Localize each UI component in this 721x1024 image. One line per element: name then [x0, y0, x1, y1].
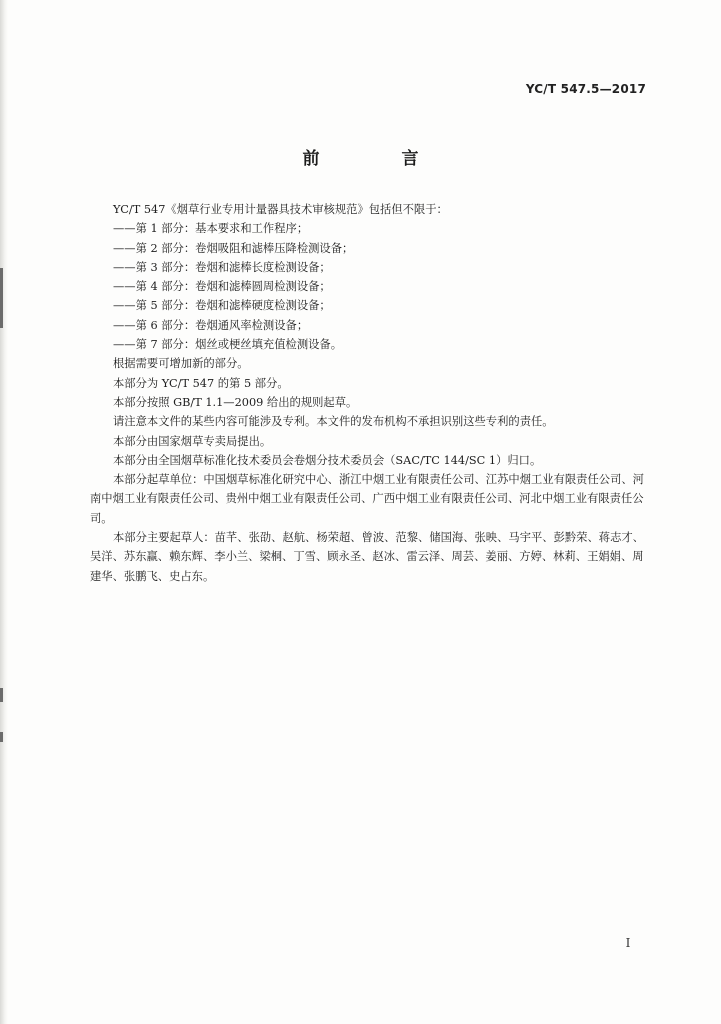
- drafting-units-paragraph: 本部分起草单位：中国烟草标准化研究中心、浙江中烟工业有限责任公司、江苏中烟工业有限责任公司、河南中烟工业有限责任公司、贵州中烟工业有限责任公司、广西中烟工业有限责任公司、河北中烟工业有限责任公司。: [90, 473, 644, 525]
- page-number: I: [625, 936, 631, 950]
- list-item: ——第 3 部分：卷烟和滤棒长度检测设备；: [113, 260, 331, 274]
- paragraph: 请注意本文件的某些内容可能涉及专利。本文件的发布机构不承担识别这些专利的责任。: [113, 415, 554, 429]
- scan-edge-mark: [0, 688, 3, 702]
- list-item: ——第 1 部分：基本要求和工作程序；: [113, 222, 309, 236]
- list-item: ——第 4 部分：卷烟和滤棒圆周检测设备；: [113, 280, 331, 294]
- paragraph: 本部分为 YC/T 547 的第 5 部分。: [113, 376, 289, 390]
- parts-list: [90, 219, 646, 354]
- scan-edge-mark: [0, 268, 3, 328]
- list-item: ——第 6 部分：卷烟通风率检测设备；: [113, 318, 309, 332]
- intro-paragraph: YC/T 547《烟草行业专用计量器具技术审核规范》包括但不限于：: [113, 203, 448, 216]
- list-item: ——第 2 部分：卷烟吸阻和滤棒压降检测设备；: [113, 241, 354, 255]
- list-item: ——第 7 部分：烟丝或梗丝填充值检测设备。: [113, 338, 343, 352]
- drafters-paragraph: 本部分主要起草人：苗芊、张劭、赵航、杨荣超、曾波、范黎、储国海、张映、马宇平、彭黔荣、蒋志才、吴洋、苏东赢、赖东辉、李小兰、梁桐、丁雪、顾永圣、赵冰、雷云泽、周芸、姜丽、方婷、林莉、王娟娟、周建华、张鹏飞、史占东。: [90, 531, 644, 583]
- paragraph: 本部分由全国烟草标准化技术委员会卷烟分技术委员会（SAC/TC 144/SC 1）归口。: [113, 453, 542, 467]
- scan-edge-mark: [0, 732, 3, 742]
- paragraph: 本部分按照 GB/T 1.1—2009 给出的规则起草。: [113, 395, 358, 409]
- standard-code: YC/T 547.5—2017: [525, 82, 646, 96]
- list-item: ——第 5 部分：卷烟和滤棒硬度检测设备；: [113, 299, 331, 313]
- foreword-body: [90, 200, 646, 586]
- page-title: 前 言: [302, 149, 457, 169]
- paragraph: 本部分由国家烟草专卖局提出。: [113, 434, 272, 448]
- paragraph: 根据需要可增加新的部分。: [113, 357, 249, 371]
